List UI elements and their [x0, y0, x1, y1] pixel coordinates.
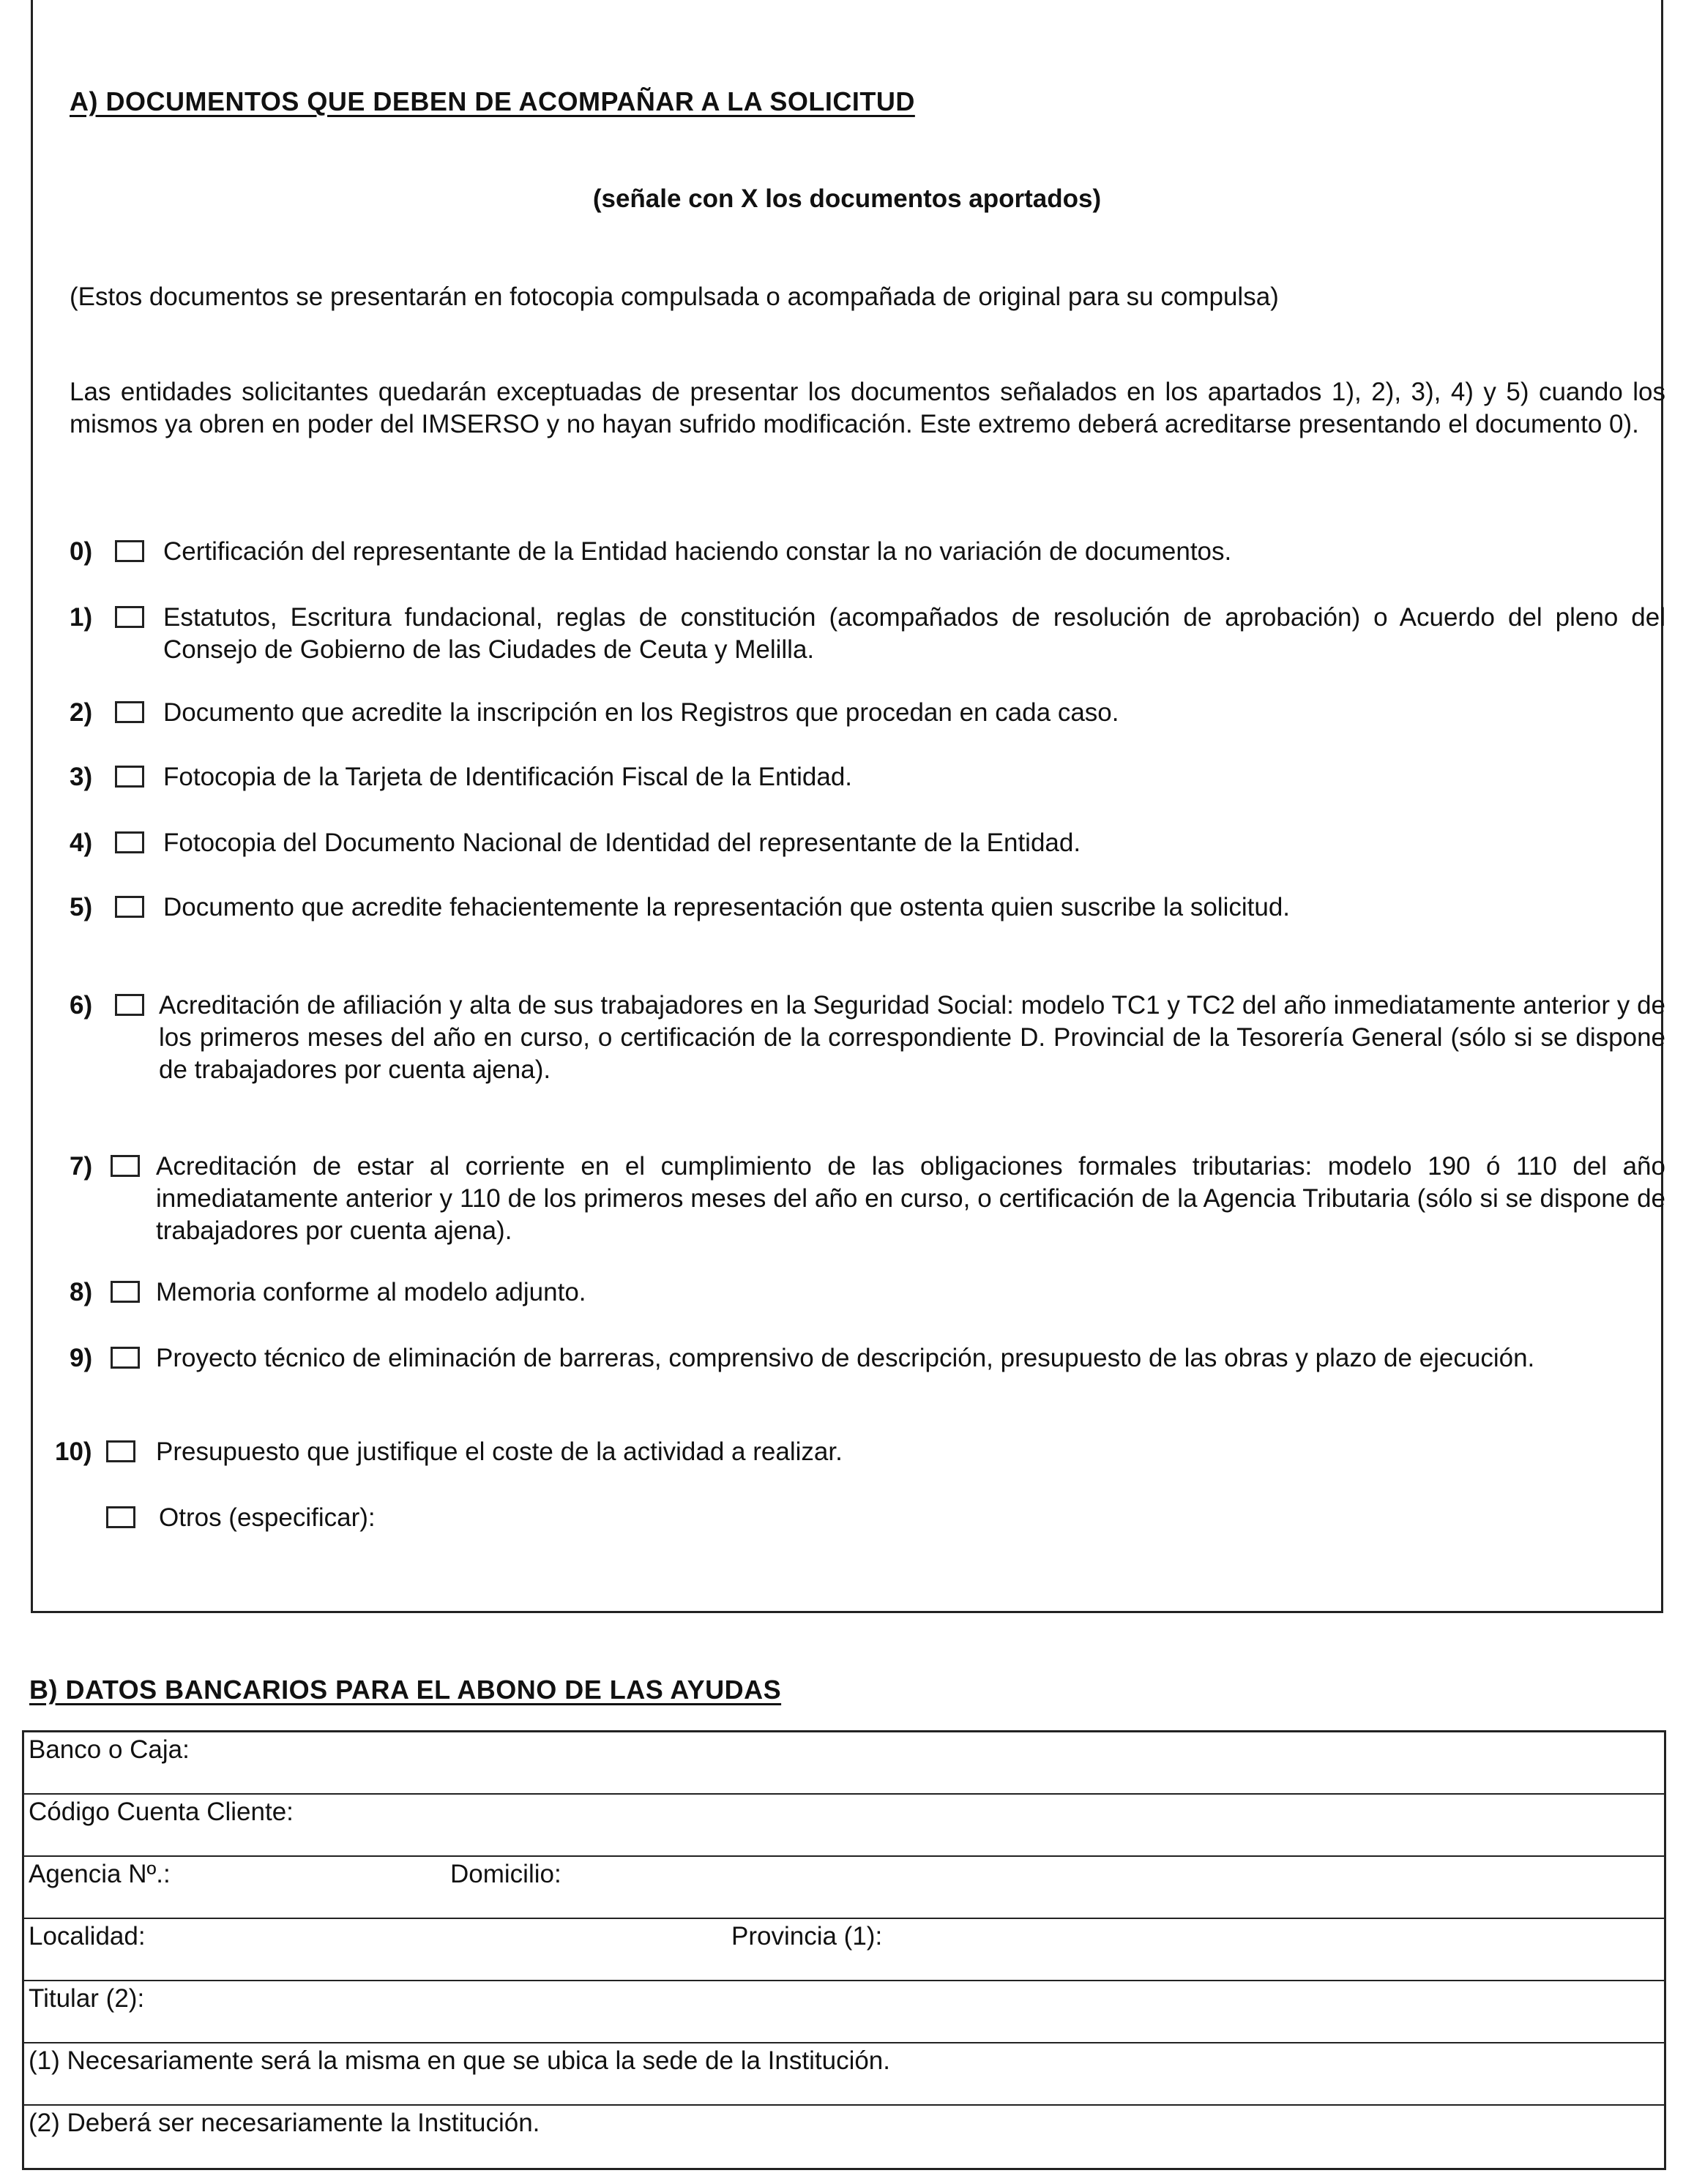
footnote-1: (1) Necesariamente será la misma en que se ubica la sede de la Institución. [29, 2046, 890, 2075]
item-number: 1) [70, 603, 93, 632]
item-text: Fotocopia del Documento Nacional de Identidad del representante de la Entidad. [163, 829, 1081, 857]
item-text: Certificación del representante de la Entidad haciendo constar la no variación de documentos. [163, 537, 1232, 566]
document-checkbox-7[interactable] [111, 1155, 140, 1177]
item-text: Presupuesto que justifique el coste de la actividad a realizar. [156, 1437, 843, 1466]
item-number: 6) [70, 991, 93, 1020]
footnote-2: (2) Deberá ser necesariamente la Institución. [29, 2109, 540, 2137]
locality-row[interactable] [24, 1919, 1664, 1981]
locality-label: Localidad: [29, 1922, 146, 1951]
section-a-subtitle: (señale con X los documentos aportados) [592, 184, 1102, 213]
item-text: Documento que acredite la inscripción en los Registros que procedan en cada caso. [163, 698, 1119, 727]
document-checkbox-9[interactable] [111, 1347, 140, 1369]
document-checkbox-0[interactable] [115, 540, 144, 562]
document-checkbox-4[interactable] [115, 831, 144, 853]
document-checkbox-1[interactable] [115, 606, 144, 628]
item-number: 9) [70, 1344, 93, 1372]
item-text: Acreditación de estar al corriente en el cumplimiento de las obligaciones formales tributarias: modelo 190 ó 110 del año inmediatamente anterior y 110 de los primeros meses del año en curso, o certificación de la Agencia Tributaria (sólo si se dispone de trabajadores por cuenta ajena). [156, 1152, 1665, 1245]
exception-paragraph: Las entidades solicitantes quedarán exceptuadas de presentar los documentos señalados en los apartados 1), 2), 3), 4) y 5) cuando los mismos ya obren en poder del IMSERSO y no hayan sufrido modificación. Este extremo deberá acreditarse presentando el documento 0). [70, 378, 1665, 438]
document-checkbox-other[interactable] [106, 1506, 135, 1528]
section-a-title: A) DOCUMENTOS QUE DEBEN DE ACOMPAÑAR A LA SOLICITUD [70, 86, 915, 116]
document-checkbox-6[interactable] [115, 994, 144, 1016]
ccc-row[interactable] [24, 1795, 1664, 1857]
agency-row[interactable] [24, 1857, 1664, 1919]
holder-row[interactable] [24, 1981, 1664, 2043]
item-text: Proyecto técnico de eliminación de barreras, comprensivo de descripción, presupuesto de las obras y plazo de ejecución. [156, 1344, 1535, 1372]
bank-label: Banco o Caja: [29, 1735, 190, 1764]
item-text: Documento que acredite fehacientemente la representación que ostenta quien suscribe la solicitud. [163, 893, 1291, 921]
item-number: 10) [55, 1437, 92, 1466]
province-label: Provincia (1): [731, 1922, 883, 1951]
document-checkbox-8[interactable] [111, 1281, 140, 1303]
item-number: 5) [70, 893, 93, 921]
address-label: Domicilio: [450, 1860, 561, 1888]
ccc-label: Código Cuenta Cliente: [29, 1798, 294, 1826]
item-number: 2) [70, 698, 93, 727]
bank-details-table [22, 1730, 1666, 2170]
item-text: Estatutos, Escritura fundacional, reglas de constitución (acompañados de resolución de aprobación) o Acuerdo del pleno del Consejo de Gobierno de las Ciudades de Ceuta y Melilla. [163, 603, 1665, 664]
document-checkbox-2[interactable] [115, 701, 144, 723]
documents-section [31, 0, 1663, 1613]
item-text: Otros (especificar): [159, 1503, 376, 1532]
compulsa-note: (Estos documentos se presentarán en fotocopia compulsada o acompañada de original para su compulsa) [70, 283, 1279, 311]
holder-label: Titular (2): [29, 1984, 145, 2013]
item-number: 7) [70, 1152, 93, 1181]
item-number: 8) [70, 1278, 93, 1306]
item-text: Fotocopia de la Tarjeta de Identificación Fiscal de la Entidad. [163, 763, 853, 791]
item-number: 4) [70, 829, 93, 857]
item-number: 3) [70, 763, 93, 791]
bank-row[interactable] [24, 1732, 1664, 1795]
item-text: Memoria conforme al modelo adjunto. [156, 1278, 586, 1306]
item-number: 0) [70, 537, 93, 566]
document-checkbox-3[interactable] [115, 766, 144, 788]
item-text: Acreditación de afiliación y alta de sus trabajadores en la Seguridad Social: modelo TC1 y TC2 del año inmediatamente anterior y de los primeros meses del año en curso, o certificación de la correspondiente D. Provincial de la Tesorería General (sólo si se dispone de trabajadores por cuenta ajena). [159, 991, 1665, 1084]
section-b-title: B) DATOS BANCARIOS PARA EL ABONO DE LAS AYUDAS [29, 1675, 782, 1705]
document-checkbox-10[interactable] [106, 1440, 135, 1462]
note-2-row [24, 2106, 1664, 2168]
document-checkbox-5[interactable] [115, 896, 144, 918]
agency-label: Agencia Nº.: [29, 1860, 171, 1888]
note-1-row [24, 2043, 1664, 2106]
